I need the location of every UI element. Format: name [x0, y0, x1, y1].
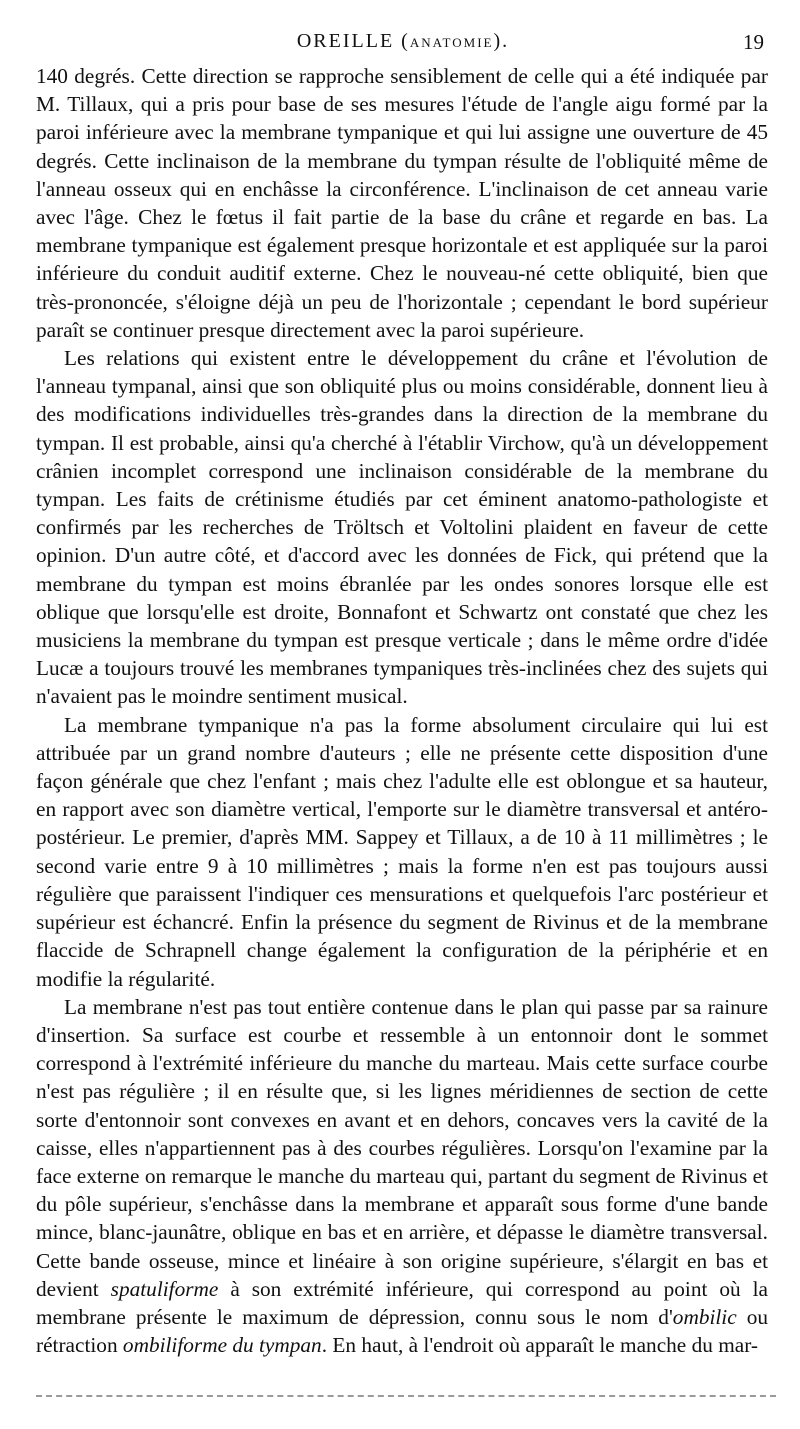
paragraph-4: [36, 993, 768, 1360]
term-ombilic: ombilic: [672, 1304, 737, 1329]
running-title: [36, 30, 770, 53]
paragraph-4-text-a: La membrane n'est pas tout entière contenue dans le plan qui passe par sa rainure d'insertion. Sa surface est courbe et ressemble à un entonnoir dont le sommet correspond à l'extrémité inférieure du manche du marteau. Mais cette surface courbe n'est pas régulière ; il en résulte que, si les lignes méridiennes de section de cette sorte d'entonnoir sont convexes en avant et en dehors, concaves vers la cavité de la caisse, elles n'appartiennent pas à des courbes régulières. Lorsqu'on l'examine par la face externe on remarque le manche du marteau qui, partant du segment de Rivinus et du pôle supérieur, s'enchâsse dans la membrane et apparaît sous forme d'une bande mince, blanc-jaunâtre, oblique en bas et en arrière, et dépasse le diamètre transversal. Cette bande osseuse, mince et linéaire à son origine supérieure, s'élargit en bas et devient: [36, 994, 768, 1301]
paragraph-4-text-c: ou rétraction: [36, 1304, 768, 1358]
term-spatuliforme: spatuliforme: [110, 1276, 219, 1301]
running-title-main: OREILLE (: [296, 30, 410, 52]
bottom-rule: [36, 1395, 776, 1397]
paragraph-4-text-b: à son extrémité inférieure, qui correspond au point où la membrane présente le maximum de dépression, connu sous le nom d': [36, 1276, 768, 1329]
page-number: 19: [743, 30, 764, 54]
paragraph-3: La membrane tympanique n'a pas la forme absolument circulaire qui lui est attribuée par un grand nombre d'auteurs ; elle ne présente cette disposition d'une façon générale que chez l'enfant ; mais chez l'adulte elle est oblongue et sa hauteur, en rapport avec son diamètre vertical, l'emporte sur le diamètre transversal et antéro-postérieur. Le premier, d'après MM. Sappey et Tillaux, a de 10 à 11 millimètres ; le second varie entre 9 à 10 millimètres ; mais la forme n'en est pas toujours aussi régulière que paraissent l'indiquer ces mensurations et quelquefois l'arc postérieur et supérieur est échancré. Enfin la présence du segment de Rivinus et de la membrane flaccide de Schrapnell change également la configuration de la périphérie et en modifie la régularité.: [36, 712, 768, 991]
running-title-subject: ANATOMIE: [409, 35, 494, 50]
body-text: [36, 62, 768, 1359]
term-ombiliforme: ombiliforme du tympan: [122, 1333, 322, 1358]
paragraph-1: 140 degrés. Cette direction se rapproche sensiblement de celle qui a été indiquée par M. Tillaux, qui a pris pour base de ses mesures l'étude de l'angle aigu formé par la paroi inférieure avec la membrane tympanique et qui lui assigne une ouverture de 45 degrés. Cette inclinaison de la membrane du tympan résulte de l'obliquité même de l'anneau osseux qui en enchâsse la circonférence. L'inclinaison de cet anneau varie avec l'âge. Chez le fœtus il fait partie de la base du crâne et regarde en bas. La membrane tympanique est également presque horizontale et est appliquée sur la paroi inférieure du conduit auditif externe. Chez le nouveau-né cette obliquité, bien que très-prononcée, s'éloigne déjà un peu de l'horizontale ; cependant le bord supérieur paraît se continuer presque directement avec la paroi supérieure.: [36, 64, 768, 342]
running-title-close: ).: [493, 30, 510, 52]
running-head: [36, 30, 770, 58]
paragraph-4-text-d: . En haut, à l'endroit où apparaît le manche du mar-: [321, 1333, 758, 1358]
paragraph-2: Les relations qui existent entre le développement du crâne et l'évolution de l'anneau tympanal, ainsi que son obliquité plus ou moins considérable, donnent lieu à des modifications individuelles très-grandes dans la direction de la membrane du tympan. Il est probable, ainsi qu'a cherché à l'établir Virchow, qu'à un développement crânien incomplet correspond une inclinaison considérable de la membrane du tympan. Les faits de crétinisme étudiés par cet éminent anatomo-pathologiste et confirmés par les recherches de Tröltsch et Voltolini plaident en faveur de cette opinion. D'un autre côté, et d'accord avec les données de Fick, qui prétend que la membrane du tympan est moins ébranlée par les ondes sonores lorsque elle est oblique que lorsqu'elle est droite, Bonnafont et Schwartz ont constaté que chez les musiciens la membrane du tympan est presque verticale ; dans le même ordre d'idée Lucæ a toujours trouvé les membranes tympaniques très-inclinées chez des sujets qui n'avaient pas le moindre sentiment musical.: [36, 346, 768, 709]
